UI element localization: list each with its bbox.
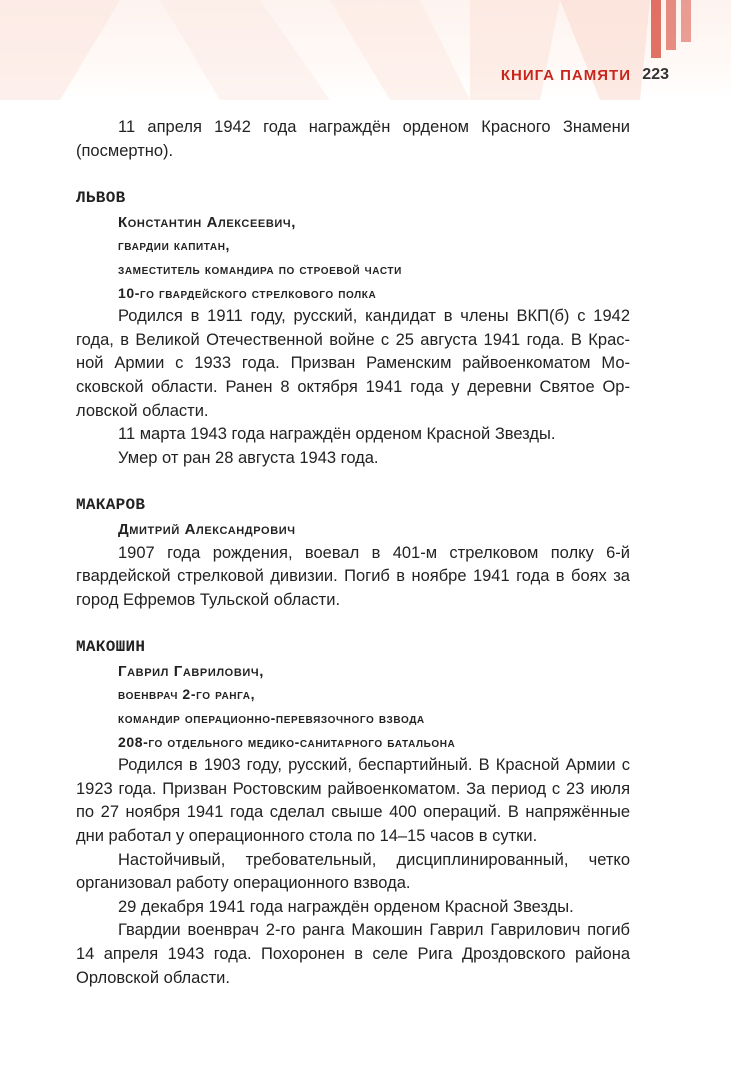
page-number: 223	[642, 66, 669, 83]
entry-position: заместитель командира по строевой части	[118, 260, 402, 277]
entry-unit: 10-го гвардейского стрелкового полка	[118, 284, 377, 301]
entry-surname: МАКОШИН	[76, 638, 146, 657]
entry-surname: ЛЬВОВ	[76, 189, 126, 208]
entry-name: Гаврил Гаврилович,	[118, 662, 264, 680]
page-content	[76, 116, 630, 990]
header-background	[0, 0, 731, 100]
entry-rank: военврач 2-го ранга,	[118, 686, 256, 703]
entry-paragraph: 11 марта 1943 года награждён орденом Красной Звезды.	[118, 425, 556, 444]
entry-name: Дмитрий Александрович	[118, 520, 296, 538]
entry-gap	[76, 163, 630, 187]
entry-paragraph: 29 декабря 1941 года награждён орденом Красной Звезды.	[118, 897, 574, 916]
entry-paragraph: Родился в 1903 году, русский, беспартийный. В Красной Армии с 1923 года. Призван Ростовским райвоенкоматом. За период с 23 июля по 27 ноября 1941 года сделал свыше 400 операций. В напряжённые дни работал у операционного стола по 14–15 часов в сутки.	[76, 756, 630, 846]
entry-makarov	[76, 494, 630, 612]
entry-paragraph: 1907 года рождения, воевал в 401-м стрелковом полку 6-й гвардейской стрелковой дивизии. Погиб в ноябре 1941 года в боях за город Ефремов Тульской области.	[76, 543, 630, 609]
entry-surname: МАКАРОВ	[76, 496, 146, 515]
entry-paragraph: Гвардии военврач 2-го ранга Макошин Гаврил Гаврилович погиб 14 апреля 1943 года. Похоронен в селе Рига Дроздовского района Орловской области.	[76, 921, 630, 987]
entry-makoshin	[76, 636, 630, 990]
entry-rank: гвардии капитан,	[118, 237, 231, 254]
entry-paragraph: Умер от ран 28 августа 1943 года.	[118, 448, 379, 467]
entry-position: командир операционно-перевязочного взвода	[118, 710, 425, 727]
entry-paragraph: Настойчивый, требовательный, дисциплинированный, четко организовал работу операционного взвода.	[76, 850, 630, 893]
intro-paragraph: 11 апреля 1942 года награждён орденом Красного Знамени (посмертно).	[76, 118, 630, 160]
entry-paragraph: Родился в 1911 году, русский, кандидат в члены ВКП(б) с 1942 года, в Великой Отечественной войне с 25 августа 1941 года. В Красной Армии с 1933 года. Призван Раменским райвоенкоматом Московской области. Ранен 8 октября 1941 года у деревни Святое Орловской области.	[76, 307, 630, 420]
entry-lvov	[76, 187, 630, 470]
entry-gap	[76, 470, 630, 494]
entry-gap	[76, 612, 630, 636]
entry-unit: 208-го отдельного медико-санитарного батальона	[118, 733, 456, 750]
running-title: КНИГА ПАМЯТИ	[500, 67, 631, 84]
decorative-rays	[0, 0, 731, 100]
entry-name: Константин Алексеевич,	[118, 213, 296, 231]
